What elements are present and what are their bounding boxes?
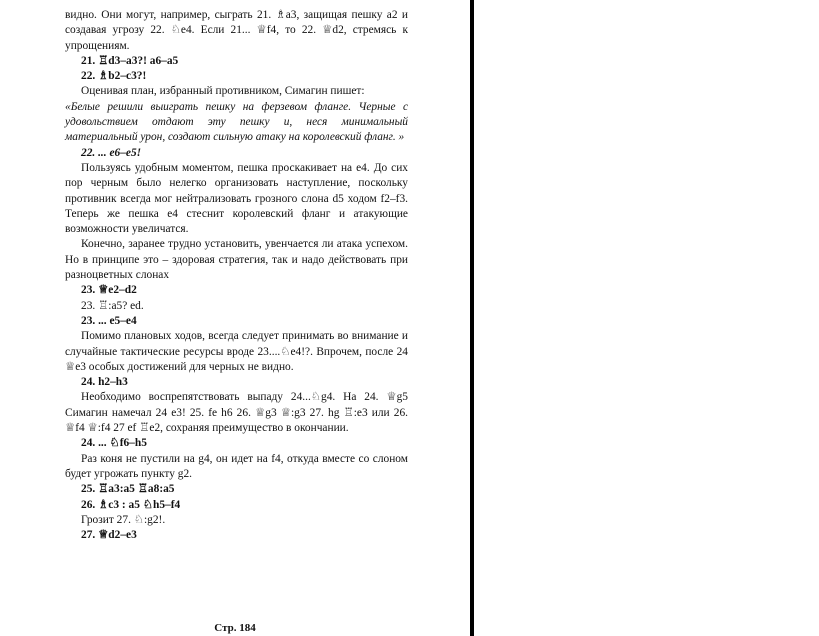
- paragraph: Необходимо воспрепятствовать выпаду 24...♘g4. На 24. ♕g5 Симагин намечал 24 e3! 25. fe h6 26. ♕g3 ♕:g3 27. hg ♖:e3 или 26. ♕f4 ♕:f4 27 ef ♖e2, сохраняя преимущество в окончании.: [65, 391, 408, 435]
- move-line: 25. ♖a3:a5 ♖a8:a5: [81, 483, 175, 496]
- move-line: 22. ♗b2–c3?!: [81, 70, 147, 83]
- paragraph: Конечно, заранее трудно установить, увенчается ли атака успехом. Но в принципе это – здоровая стратегия, так и надо действовать при разноцветных слонах: [65, 238, 408, 282]
- move-line: 24. ... ♘f6–h5: [81, 437, 147, 450]
- page-divider: [470, 0, 474, 636]
- paragraph: Пользуясь удобным моментом, пешка проскакивает на e4. До сих пор черным было нелегко организовать наступление, поскольку противник всегда мог нейтрализовать грозного слона d5 ходом f2–f3. Теперь же пешка e4 стеснит королевский фланг и атакующие возможности увеличатся.: [65, 161, 408, 236]
- variation-line: 23. ♖:a5? ed.: [81, 299, 144, 312]
- page-number: Стр. 184: [214, 622, 256, 634]
- paragraph: Раз коня не пустили на g4, он идет на f4, откуда вместе со слоном будет угрожать пункту g2.: [65, 452, 408, 480]
- quote: «Белые решили выиграть пешку на ферзевом фланге. Черные с удовольствием отдают эту пешку и, неся минимальный материальный урон, создают сильную атаку на королевский фланг. »: [65, 100, 408, 144]
- paragraph: видно. Они могут, например, сыграть 21. ♗a3, защищая пешку a2 и создавая угрозу 22. ♘e4. Если 21... ♕f4, то 22. ♕d2, стремясь к упрощениям.: [65, 9, 408, 52]
- paragraph: Оценивая план, избранный противником, Симагин пишет:: [81, 85, 365, 98]
- variation-line: Грозит 27. ♘:g2!.: [81, 513, 166, 526]
- move-line: 24. h2–h3: [81, 376, 128, 389]
- move-line: 23. ... e5–e4: [81, 314, 137, 327]
- move-line: 21. ♖d3–a3?! a6–a5: [81, 54, 179, 67]
- paragraph: Помимо плановых ходов, всегда следует принимать во внимание и случайные тактические ресурсы вроде 23....♘e4!?. Впрочем, после 24 ♕e3 особых достижений для черных не видно.: [65, 330, 408, 373]
- move-line: 22. ... e6–e5!: [81, 146, 142, 159]
- page-text: [65, 8, 408, 543]
- move-line: 26. ♗c3 : a5 ♘h5–f4: [81, 498, 181, 511]
- move-line: 27. ♕d2–e3: [81, 529, 137, 542]
- move-line: 23. ♕e2–d2: [81, 284, 137, 297]
